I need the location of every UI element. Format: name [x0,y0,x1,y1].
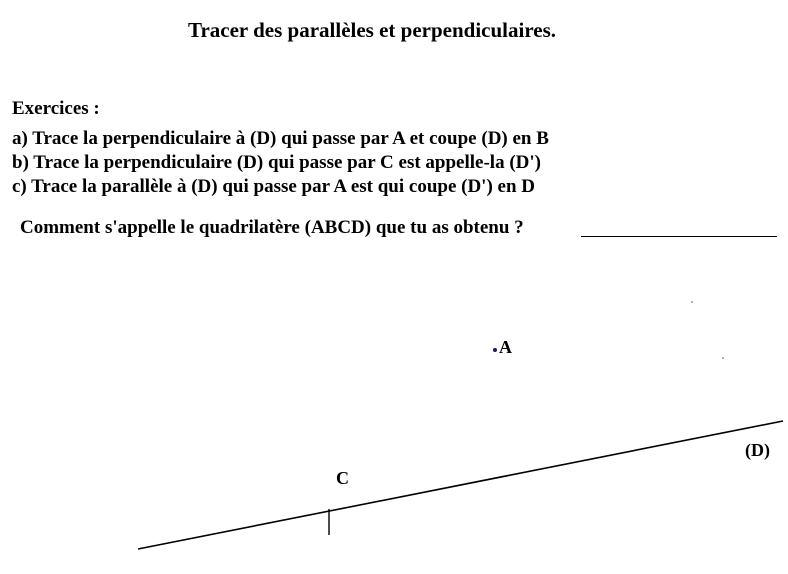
page-title: Tracer des parallèles et perpendiculaires. [188,18,557,42]
point-a-dot [493,348,497,352]
exercise-b: b) Trace la perpendiculaire (D) qui passe par C est appelle-la (D') [12,152,541,173]
stray-dot [722,357,724,359]
point-c-label: C [336,468,349,488]
question-text: Comment s'appelle le quadrilatère (ABCD) que tu as obtenu ? [20,217,524,238]
exercises-heading: Exercices : [12,98,100,119]
exercise-c: c) Trace la parallèle à (D) qui passe par A est qui coupe (D') en D [12,176,536,197]
exercise-a: a) Trace la perpendiculaire à (D) qui passe par A et coupe (D) en B [12,128,549,149]
line-d-label: (D) [745,440,770,460]
stray-dot [691,301,693,303]
line-d [138,421,783,549]
point-a-label: A [499,337,512,357]
